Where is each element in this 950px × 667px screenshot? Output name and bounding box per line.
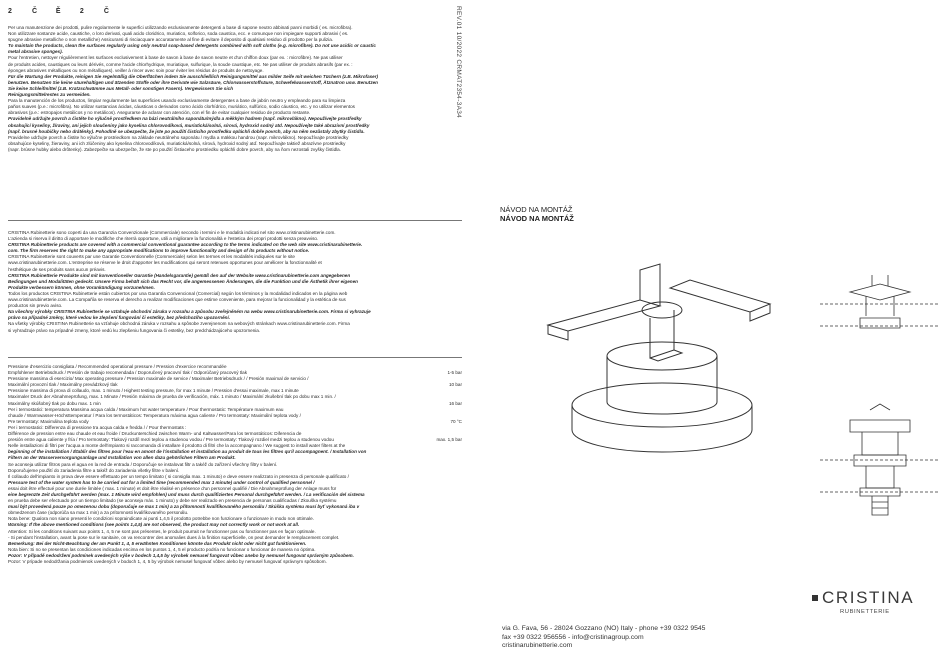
text-line-content: Nota bien: Si no se presentan las condiciones indicadas encima en los puntos 1, 4, 5 el producto podría no funcionar o funcionar de manera no óptima. (8, 546, 316, 552)
handle-arm-left (548, 300, 660, 331)
text-line-content: Se aconseja utilizar filtros para el agua en la red de entrada / Doporučuje se instalovat filtr a takéž do zařízení všechny filtry v balení. (8, 461, 278, 467)
title-line: NÁVOD NA MONTÁŽ (500, 205, 573, 214)
text-line (8, 559, 462, 565)
text-line-content: Non utilizzare sostanze acide, caustiche, o loro derivati, quali acido cloridrico, muriatico, solforico, soda caustica, ecc. e comunque non impiegare supporti abrasivi ( es. (8, 31, 349, 37)
text-line-content: l'esthétique de ses produits sans aucun préavis. (8, 266, 106, 272)
spec-value: 70 °C (450, 418, 462, 424)
text-line-content: abrasivos (p.e.: estropajos metálicos y no metálicos). Asegurarse de aclarar con atención, con el fin de evitar cualquier residuo de producto restante. (8, 110, 311, 116)
detail-top-right (820, 275, 940, 328)
text-line-content: Empfohlener Betriebsdruck / Presión de trabajo recomendada / Doporučený pracovní tlak / Odporúčaný pracovný tlak (8, 370, 248, 376)
text-line-content: Todos los productos CRISTINA Rubinetterie están cubiertos por una Garantía Convencional (Comercial) según los términos y la modalidad indicados en la página web (8, 290, 348, 296)
text-line-content: (napr. brúsne hubky alebo drôtenky). Zabezpečte sa ubezpečte, že ste po použití čistiaceho prostriedku opláchli dobre povrch, aby na ňom nezostali zvyšky čistidla. (8, 146, 341, 152)
title-line: NÁVOD NA MONTÁŽ (500, 214, 574, 223)
text-line-content: Doporučujeme použití do zariadenia filtre a takéž do zariadenia všetky filtre v balení. (8, 467, 180, 473)
text-line-content: metal abrasive sponges). (8, 49, 63, 55)
text-line-content: Bedingungen und Modalitäten gedeckt. Unsere Firma behält sich das Recht vor, die angemessenen Änderungen, die die Funktion und die Ästhetik ihrer eigenen (8, 278, 358, 284)
text-line-content: Pour l'entretien, nettoyer régulièrement les surfaces exclusivement à base de savon à base de savon neutre et d'un chiffon doux (par ex. : microfibre). Ne pas utiliser (8, 55, 343, 61)
handle-arm-front-end (650, 350, 682, 361)
brand-subtitle: RUBINETTERIE (840, 609, 890, 615)
text-line-content: si vyhradzuje právo na prípadné zmeny, ktoré vedú ku zlepšeniu fungovania či estetiky, bez predchádzajúceho upozornenia. (8, 327, 261, 333)
text-line-content: obsahujúce kyseliny, žieraviny, ani ich zlúčeniny ako kyselina chlorovodíková, muriatická/solná, sírová, hydroxid sodný atď. Nepoužívajte taktiež abrazívne prostriedky (8, 140, 346, 146)
body-top (607, 342, 717, 370)
text-line-content: Per una manutenzione dei prodotti, pulire regolarmente le superfici utilizzando esclusivamente detergenti a base di sapone neutro abbinati panni morbidi ( es. microfibra). (8, 25, 353, 30)
document-code-text: REV.01 10/2022 CRMAT2354-3A34 (455, 6, 462, 119)
text-line-content: Pre termostaty: Maximálna teplota vody (8, 418, 89, 424)
text-line-content: CRISTINA Rubinetterie sont couverts par une Garantie Conventionnelle (Commerciale) selon les termes et les modalités indiquées sur le site (8, 254, 295, 260)
text-line-content: Na všetky výrobky CRISTINA Rubinetterie sa vzťahuje obchodná záruka v rozsahu a spôsobe zverejnenom na webových stránkach www.cristinarubinetterie.com. Firma (8, 321, 350, 327)
text-line-content: CRISTINA Rubinetterie Produkte sind mit konventioneller Garantie (Handelsgarantie) gemäß den auf der Website www.cristinarubinetterie.com angegebenen (8, 272, 351, 278)
contact-block (502, 625, 705, 651)
text-line (8, 43, 378, 49)
handle-arm-right-side (750, 304, 770, 321)
faucet-handle-drawing (500, 230, 940, 540)
brand-logo (812, 588, 914, 615)
warranty-text (8, 230, 462, 350)
text-line-content: Pozor: V prípade nedodržania podmienok uvedených v bodoch 1, 4, 5 by výrobok nemusel fungovať vôbec alebo by nemusel fungovať správnym spôsobom. (8, 559, 327, 564)
manual-title (500, 205, 574, 223)
text-line-content: Pozor: V případě nedodržení podmínek uvedených výše v bodech 1,4,5 by výrobek nemusel fungovat vůbec anebo by nemusel fungovat správným způsobem. (8, 552, 354, 558)
contact-fax-email: fax +39 0322 956556 - info@cristinagroup.com (502, 633, 644, 641)
logo-square-icon (812, 595, 818, 601)
text-line-content: Warning: If the above mentioned conditions (see points 1,4,5) are not observed, the product may not correctly work or not work at all. (8, 522, 300, 528)
text-line-content: presión entre agua caliente y fría / Pro termostaty: Tlakový rozdíl mezi teplou a studenou vodou / Pre termostaty: Tlakový rozdiel medzi teplou a studenou vodou (8, 437, 334, 443)
text-line-content: Per i termostatici: temperatura Massima acqua calda / Maximum hot water temperature / Pour thermostatic: Température maximum eau (8, 406, 284, 412)
text-line-content: spugne abrasive metalliche o non metalliche) Assicurarsi di risciacquare accuratamente al fine di evitare il deposito di qualsiasi residuo di prodotto per la pulizia. (8, 37, 334, 43)
text-line-content: L'azienda si riserva il diritto di apportare le modifiche che riterrà opportune, utili a migliorare la funzionalità e l'estetica dei propri prodotti senza preavviso. (8, 236, 319, 242)
text-line-content: Nelle installazioni di filtri per l'acqua a monte dell'impianto si raccomanda di installare il prodotto di filtri che la accompagnano / We suggest to install water filters at the (8, 443, 346, 449)
text-line-content: en prueba debe ser efectuado por un tiempo limitado (se aconseja máx. 1 minuto) y debe ser realizado en presencia de personas cualificadas / Zkouška systému (8, 498, 337, 504)
divider (8, 220, 462, 221)
text-line-content: Pressione massima di prova di collaudo, max. 1 minuto / Highest testing pressure, for max 1 minute / Pression d'essai maximale, max 1 minute (8, 388, 299, 394)
text-line-content: Maximaler Druck der Abnahmeprüfung, max. 1 Minute / Presión máxima de prueba de verificación, máx. 1 minuto / Maximální zkušební tlak po dobu max 1 min. / (8, 394, 336, 400)
text-line-content: www.cristinarubinetterie.com. La Compañía se reserva el derecho a realizar modificaciones que estime conveniente, para mejorar la funcionalidad y la estética de sus (8, 297, 346, 303)
section-letter: 2 (8, 8, 14, 15)
base-ring-side (572, 405, 752, 452)
text-line-content: Nota bene: Qualora non siano presenti le condizioni sopraindicate ai punti 1,4,5 il prodotto potrebbe non funzionare o funzionare in modo non ottimale. (8, 516, 314, 522)
handle-arm-right (670, 280, 770, 312)
text-line-content: Maximální provozní tlak / Maximálny prevádzkový tlak (8, 382, 118, 388)
text-line-content: benutzen. Benutzen Sie keine säurehaltigen und ätzenden Stoffe oder ihre Derivate wie Salzsäure, Chlorwasserstoffsäure, Schwefelwasserstoff, Ätznatron usw. Benutzen (8, 79, 378, 85)
text-line-content: chaude / Warmwasser-Höchsttemperatur / Para los termostáticos: Temperatura máxima agua caliente / Pro termostaty: Maximální teplota vody / (8, 412, 301, 418)
text-line-content: (např. brusné houbičky nebo drátěnky). Pohodlně se ubezpečte, že jste po použití čisticího prostředku opláchli dobře povrch, aby na něm nezůstaly zbytky čistidla. (8, 128, 365, 134)
handle-arm-back (640, 264, 660, 306)
text-line-content: Pravidelne udržujte povrch a čistite ho výlučne prostriedkom na základe neutrálneho saponátu / mydla a mäkkou handrou (napr. mikrovlákno). Nepoužívajte prostriedky (8, 134, 349, 140)
text-line-content: Il collaudo dell'impianto in prova deve essere effettuato per un tempo limitato ( si consiglia max. 1 minuto) e deve essere realizzato in presenza di personale qualificato / (8, 473, 349, 479)
handle-hub (642, 302, 682, 318)
text-line-content: Pravidelně udržujte povrch a čistěte ho výlučně prostředkem na bázi neutrálního saponátu/mýdla a měkkým hadrem (např. mikrovlákno). Nepoužívejte prostředky (8, 116, 362, 122)
spec-value: 16 bar (448, 400, 462, 406)
text-line-content: To maintain the products, clean the surfaces regularly using only neutral soap-based detergents combined with soft cloths (e.g. microfibre). Do not use acidic or caustic (8, 43, 376, 49)
text-line-content: CRISTINA Rubinetterie sono coperti da una Garanzia Convenzionale (Commerciale) secondo i termini e le modalità indicati nel sito www.cristinarubinetterie.com. (8, 230, 336, 235)
text-line-content: essai doit être effectué pour une durée limitée ( max. 1 minute) et doit être réalisé en présence d'un personnel qualifié / Die Abnahmeprüfung der Anlage muss für (8, 485, 337, 491)
handle-arm-left-side (548, 325, 568, 340)
text-line-content: Produkte verbessern können, ohne Vorankündigung vorzunehmen. (8, 284, 155, 290)
text-line-content: www.cristinarubinetterie.com. L'entreprise se réserve le droit d'apporter les modifications qui seront retenues opportunes pour améliorer la fonctionnalité et (8, 260, 322, 266)
text-line-content: com. The firm reserves the right to make any appropriate modifications to improve functionality and design of its products without notice. (8, 248, 310, 254)
text-line-content: beginning of the installation / Établir des filtres pour l'eau en amont de l'installation et installation au produit de tous les filtres qu'il accompagnent. / Installation von (8, 449, 367, 455)
section-letter: Č (31, 8, 40, 15)
text-line-content: Filtern an der Wasserversorgungsanlage und Installation von allen dazu gehörlichen Filtern am Produkt. (8, 455, 236, 461)
section-letter: Č (103, 8, 111, 15)
body-bottom (607, 402, 717, 414)
document-code (452, 6, 466, 206)
text-line-content: Sie keine Schleifmittel (z.B. Kratzschwämme aus Metall- oder sonstigen Fasern). Vergewissern Sie sich (8, 85, 233, 91)
brand-name-text: CRISTINA (822, 588, 915, 607)
text-line-content: obmedzenom čase (odporúča sa max 1 min) a za prítomnosti kvalifikovaného personálu. (8, 510, 189, 516)
section-letters (8, 8, 462, 18)
text-line-content: eine begrenzte Zeit durchgeführt werden (max. 1 Minute wird empfohlen) und muss durch qualifiziertes Personal durchgeführt werden. / La verificación del sistema (8, 491, 365, 497)
text-line-content: obsahující kyseliny, žíraviny, ani jejich sloučeniny jako kyselina chlorovodíková, muriatická/solná, sírová, hydroxid sodný atd. Nepoužívejte také abrazivní prostředky (8, 122, 370, 128)
text-line-content: Pressione d'esercizio consigliata / Recommended operational pressure / Pression d'exercice recommandée (8, 364, 227, 369)
text-line-content: Für die Wartung der Produkte, reinigen Sie regelmäßig die Oberflächen indem Sie ausschließlich Reinigungsmittel aus milder Seife mit weichen Tüchern (z.B. Mikrofaser) (8, 73, 379, 79)
text-line (8, 328, 462, 334)
base-ring-top (572, 383, 752, 427)
text-line-content: Maximálny skúšobný tlak po dobu max. 1 min (8, 400, 101, 406)
contact-address: via G. Fava, 56 - 28024 Gozzano (NO) Italy - phone +39 0322 9545 (502, 625, 706, 632)
text-line-content: právo na případné změny, které vedou ke zlepšení fungování či estetiky, bez předchozího upozornění. (8, 315, 230, 321)
section-letter: 2 (79, 8, 86, 15)
brand-name (812, 588, 914, 608)
text-line-content: - Si pendant l'installation, avant la pose sur le sanitaire, on va rencontrer des anomalies dues à la finition superficielle, on peut demander le remplacement complet. (8, 534, 340, 540)
text-line-content: paños suaves (p.e.: microfibra). No utilizar sustancias ácidas, cáusticas o derivados como ácido clorhídrico, muriático, sulfúrico, sodio cáustico, etc. y no utilizar elementos (8, 104, 355, 110)
text-line-content: Na všechny výrobky CRISTINA Rubinetterie se vztahuje obchodní záruka v rozsahu a způsobu zveřejněném na webu www.cristinarubinetterie.com. Firma si vyhrazuje (8, 309, 371, 315)
spec-value: max. 1,5 bar (436, 437, 462, 443)
text-line-content: CRISTINA Rubinetterie products are covered with a commercial conventional guarantee according to the terms indicated on the web site www.cristinarubinetterie. (8, 242, 363, 248)
spec-value: 10 bar (448, 382, 462, 388)
text-line-content: Reinigungsmittelrestes zu vermeiden. (8, 92, 91, 98)
text-line-content: Pressure test of the water system has to be carried out for a limited time (recommended max 1 minute) under control of qualified personnel / (8, 479, 315, 485)
text-line-content: productos sin previo aviso. (8, 303, 63, 309)
text-line-content: Différence de pression entre eau chaude et eau froide / Druckunterschied zwischen Warm- und Kaltwasser/Para los termostáticos: Diferencia de (8, 431, 302, 437)
text-line-content: Para la manutención de los productos, limpiar regularmente las superficies usando exclusivamente detergentes a base de jabón neutro y empleando para su limpieza (8, 98, 346, 104)
detail-valve (820, 404, 940, 515)
text-line-content: Bemerkung: Bei der Nicht-Beachtung der am Punkt 1, 4, 5 erwähnten Konditionen könnte das Produkt nicht oder nicht gut funktionieren. (8, 540, 307, 546)
section-letter: Ě (55, 8, 63, 15)
spec-value: 1-5 bar (447, 370, 462, 376)
text-line-content: Attention: Si les conditions suivant aux points 1, 4, 5 ne sont pas présentes, le produit pourrait ne fonctionner pas ou fonctionner pas en façon optimale. (8, 528, 316, 534)
text-line (8, 147, 378, 153)
care-instructions (8, 25, 378, 211)
contact-website[interactable]: cristinarubinetterie.com (502, 642, 573, 650)
divider (8, 357, 462, 358)
text-line-content: de produits acides, caustiques ou leurs dérivés, comme l'acide chlorhydrique, muriatique, sulfurique, la soude caustique, etc. Ne pas utiliser de produits abrasifs (par ex. : (8, 61, 353, 67)
text-line-content: Per i termostatici: Differenza di pressione tra acqua calda e fredda / / Pour thermostats : (8, 424, 187, 430)
text-line-content: musí být provedená pouze po omezenou dobu (doporučuje se max 1 min) a za přítomnosti kvalifikovaného personálu / Skúška systému musí byť vykonaná iba v (8, 504, 360, 510)
technical-specs (8, 364, 462, 667)
text-line-content: Pressione massima di esercizio/ Max operating pressure / Pression maximale de service / Maximaler Betriebsdruck / / Presión maximal de servicio / (8, 376, 309, 382)
text-line-content: éponges abrasives métalliques ou non métalliques). veiller à rincer avec soin pour éviter les résidus de produits de nettoyage. (8, 67, 264, 73)
